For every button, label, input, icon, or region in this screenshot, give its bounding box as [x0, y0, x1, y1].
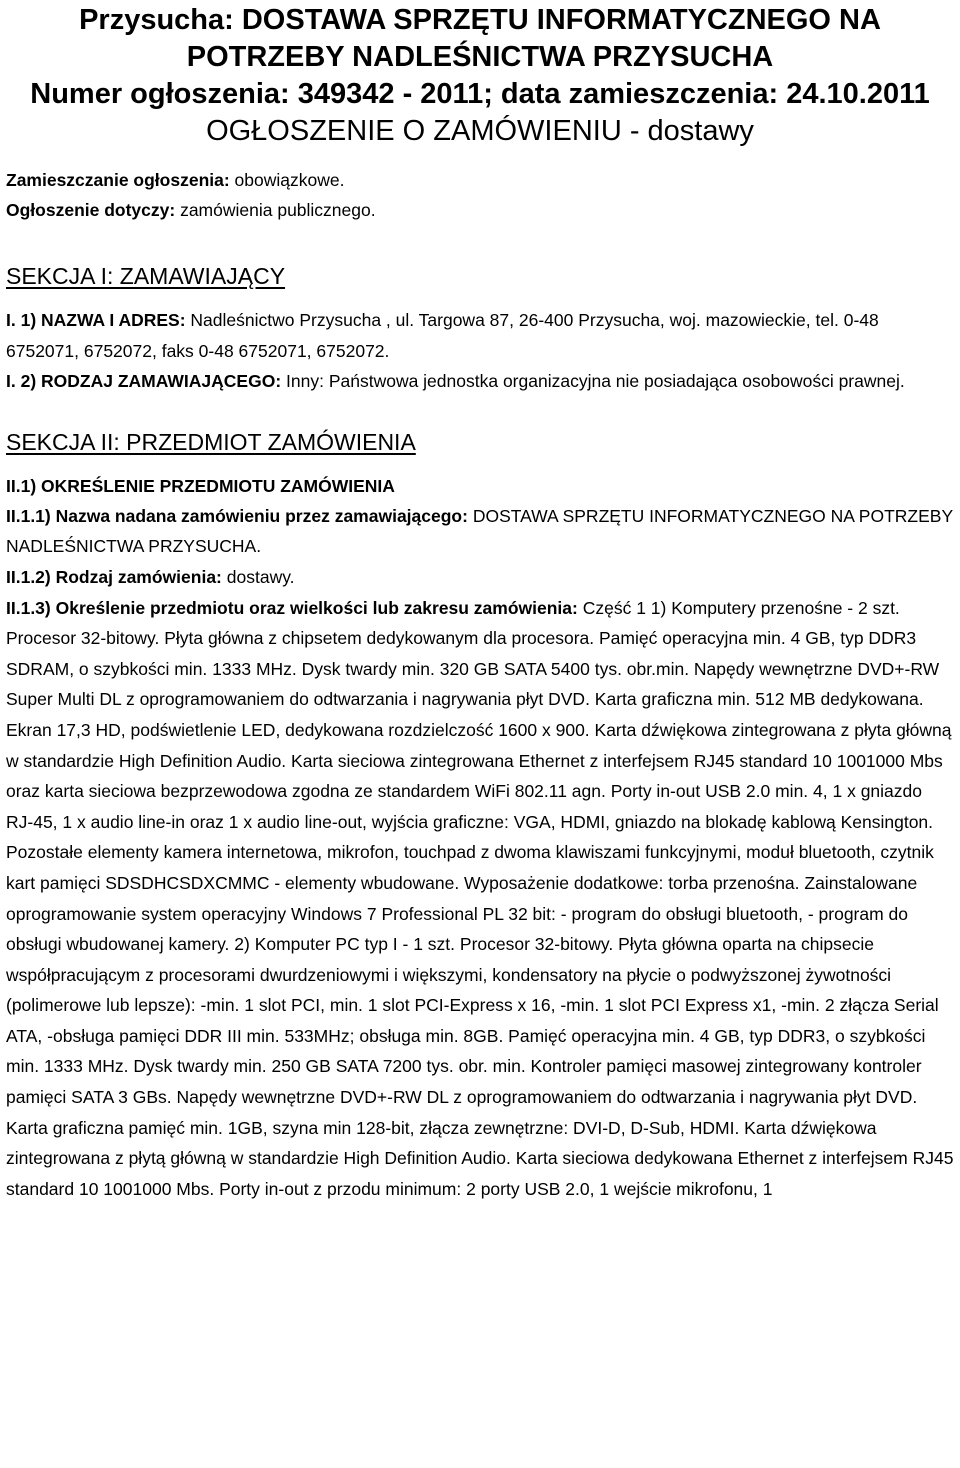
contracting-authority-type — [6, 366, 954, 397]
title-line-1: Przysucha: DOSTAWA SPRZĘTU INFORMATYCZNEGO NA — [79, 4, 881, 36]
concerns-label: Ogłoszenie dotyczy: — [6, 200, 176, 220]
subject-definition-heading: II.1) OKREŚLENIE PRZEDMIOTU ZAMÓWIENIA — [6, 475, 395, 496]
order-name-label: II.1.1) Nazwa nadana zamówieniu przez zamawiającego: — [6, 505, 468, 526]
order-scope — [6, 593, 954, 1205]
order-name-value: DOSTAWA SPRZĘTU INFORMATYCZNEGO NA POTRZEBY NADLEŚNICTWA PRZYSUCHA. — [6, 505, 953, 557]
spacer — [6, 457, 954, 471]
placement-value: obowiązkowe. — [229, 170, 345, 190]
order-kind-label: II.1.2) Rodzaj zamówienia: — [6, 566, 222, 587]
order-scope-label: II.1.3) Określenie przedmiotu oraz wielkości lub zakresu zamówienia: — [6, 597, 578, 618]
authority-name-label: I. 1) NAZWA I ADRES: — [6, 310, 186, 330]
concerns-value: zamówienia publicznego. — [175, 200, 376, 220]
title-line-2: POTRZEBY NADLEŚNICTWA PRZYSUCHA — [186, 41, 774, 73]
spacer — [6, 291, 954, 305]
authority-type-value: Inny: Państwowa jednostka organizacyjna nie posiadająca osobowości prawnej. — [281, 371, 905, 392]
contracting-authority-name — [6, 305, 954, 366]
spacer — [6, 397, 954, 427]
section-2-heading: SEKCJA II: PRZEDMIOT ZAMÓWIENIA — [6, 428, 416, 455]
placement-label: Zamieszczanie ogłoszenia: — [6, 170, 230, 190]
title-line-3: Numer ogłoszenia: 349342 - 2011; data zamieszczenia: 24.10.2011 — [30, 78, 930, 110]
section-1-heading: SEKCJA I: ZAMAWIAJĄCY — [6, 263, 286, 289]
concerns-line — [6, 195, 954, 225]
authority-type-label: I. 2) RODZAJ ZAMAWIAJĄCEGO: — [6, 371, 282, 392]
title-line-4: OGŁOSZENIE O ZAMÓWIENIU - dostawy — [206, 115, 754, 147]
placement-line — [6, 165, 954, 195]
order-kind — [6, 562, 954, 593]
order-name — [6, 501, 954, 562]
order-kind-value: dostawy. — [221, 566, 295, 587]
document-title-block — [6, 0, 954, 150]
spacer — [6, 225, 954, 261]
authority-name-value: Nadleśnictwo Przysucha , ul. Targowa 87, 26-400 Przysucha, woj. mazowieckie, tel. 0-48 6752071, 6752072, faks 0-48 6752071, 6752072. — [6, 310, 879, 361]
order-scope-value: Część 1 1) Komputery przenośne - 2 szt. Procesor 32-bitowy. Płyta główna z chipsetem dedykowanym dla procesora. Pamięć operacyjna min. 4 GB, typ DDR3 SDRAM, o szybkości min. 1333 MHz. Dysk twardy min. 320 GB SATA 5400 tys. obr.min. Napędy wewnętrzne DVD+-RW Super Multi DL z oprogramowaniem do odtwarzania i nagrywania płyt DVD. Karta graficzna min. 512 MB dedykowana. Ekran 17,3 HD, podświetlenie LED, dedykowana rozdzielczość 1600 x 900. Karta dźwiękowa zintegrowana z płyta główną w standardzie High Definition Audio. Karta sieciowa zintegrowana Ethernet z interfejsem RJ45 standard 10 1001000 Mbs oraz karta sieciowa bezprzewodowa zgodna ze standardem WiFi 802.11 agn. Porty in-out USB 2.0 min. 4, 1 x gniazdo RJ-45, 1 x audio line-in oraz 1 x audio line-out, wyjścia graficzne: VGA, HDMI, gniazdo na blokadę kablową Kensington. Pozostałe elementy kamera internetowa, mikrofon, touchpad z dwoma klawiszami funkcyjnymi, moduł bluetooth, czytnik kart pamięci SDSDHCSDXCMMC - elementy wbudowane. Wyposażenie dodatkowe: torba przenośna. Zainstalowane oprogramowanie system operacyjny Windows 7 Professional PL 32 bit: - program do obsługi bluetooth, - program do obsługi wbudowanej kamery. 2) Komputer PC typ I - 1 szt. Procesor 32-bitowy. Płyta główna oparta na chipsecie współpracującym z procesorami dwurdzeniowymi i większymi, kondensatory na płycie o podwyższonej żywotności (polimerowe lub lepsze): -min. 1 slot PCI, min. 1 slot PCI-Express x 16, -min. 1 slot PCI Express x1, -min. 2 złącza Serial ATA, -obsługa pamięci DDR III min. 533MHz; obsługa min. 8GB. Pamięć operacyjna min. 4 GB, typ DDR3, o szybkości min. 1333 MHz. Dysk twardy min. 250 GB SATA 7200 tys. obr. min. Kontroler pamięci masowej zintegrowany kontroler pamięci SATA 3 GBs. Napędy wewnętrzne DVD+-RW DL z oprogramowaniem do odtwarzania i nagrywania płyt DVD. Karta graficzna pamięć min. 1GB, szyna min 128-bit, złącza zewnętrzne: DVI-D, D-Sub, HDMI. Karta dźwiękowa zintegrowana z płytą główną w standardzie High Definition Audio. Karta sieciowa dedykowana Ethernet z interfejsem RJ45 standard 10 1001000 Mbs. Porty in-out z przodu minimum: 2 porty USB 2.0, 1 wejście mikrofonu, 1 — [6, 597, 954, 1199]
